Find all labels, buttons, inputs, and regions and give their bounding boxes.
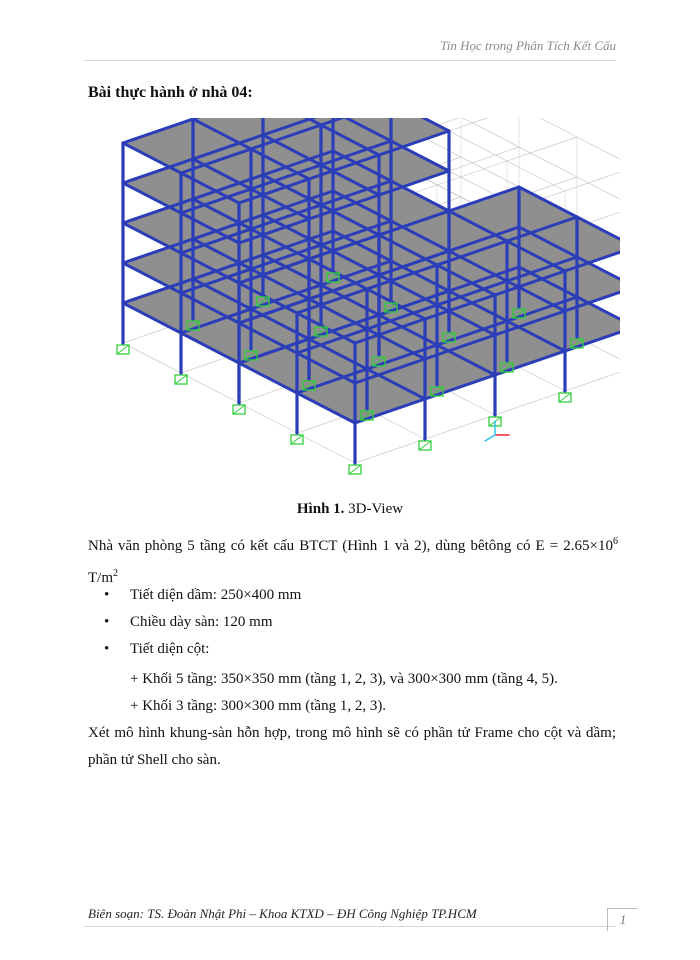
list-item (88, 636, 618, 663)
course-title-header: Tin Học trong Phân Tích Kết Cấu (440, 38, 616, 53)
bullet: • (104, 641, 110, 657)
spec-list (88, 582, 618, 663)
header-divider (84, 60, 616, 61)
spec-beam-section: Tiết diện dầm: 250×400 mm (130, 587, 302, 603)
spec-column-section: Tiết diện cột: (130, 641, 210, 657)
column-block-3-storey: + Khối 3 tầng: 300×300 mm (tầng 1, 2, 3). (130, 698, 387, 714)
footer-divider (84, 926, 616, 927)
footer-author: Biên soạn: TS. Đoàn Nhật Phi – Khoa KTXD – ĐH Công Nghiệp TP.HCM (88, 906, 477, 921)
structural-3d-model-icon (100, 118, 620, 490)
intro-exponent: 6 (613, 536, 618, 547)
figure-caption (0, 501, 700, 518)
list-item (88, 609, 618, 636)
page-number: 1 (607, 908, 638, 931)
intro-text: Nhà văn phòng 5 tầng có kết cấu BTCT (Hình 1 và 2), dùng bêtông có E = 2.65×10 (88, 538, 613, 554)
bullet: • (104, 614, 110, 630)
list-item (88, 582, 618, 609)
bullet: • (104, 587, 110, 603)
modeling-note: Xét mô hình khung-sàn hỗn hợp, trong mô hình sẽ có phần tử Frame cho cột và dầm; phần tử Shell cho sàn. (88, 725, 616, 768)
intro-unit-exponent: 2 (113, 568, 118, 579)
intro-unit: T/m (88, 570, 113, 586)
spec-slab-thickness: Chiều dày sàn: 120 mm (130, 614, 273, 630)
figure-label: Hình 1. (296, 501, 345, 517)
exercise-title: Bài thực hành ở nhà 04: (88, 84, 253, 101)
structural-3d-model-figure (100, 118, 620, 490)
column-block-5-storey: + Khối 5 tầng: 350×350 mm (tầng 1, 2, 3), và 300×300 mm (tầng 4, 5). (130, 671, 558, 687)
figure-caption-text: 3D-View (348, 501, 404, 517)
